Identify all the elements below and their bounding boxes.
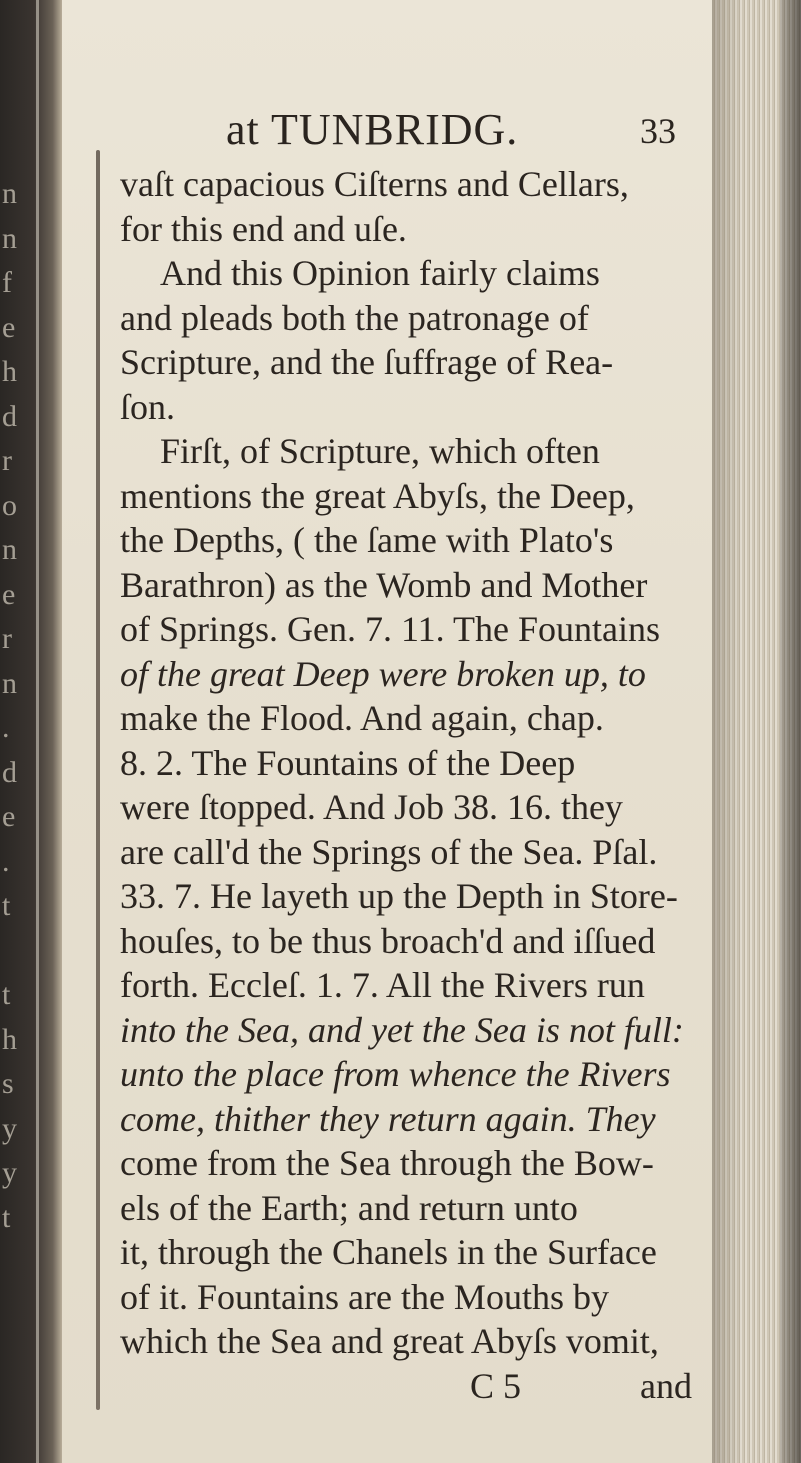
bleed-letter: . — [2, 711, 10, 744]
bleed-letter: n — [2, 221, 17, 255]
text-line: 8. 2. The Fountains of the Deep — [120, 742, 576, 783]
text-line: make the Flood. And again, chap. — [120, 698, 604, 738]
bleed-letter: o — [2, 488, 17, 522]
bleed-letter: s — [2, 1067, 14, 1100]
bleed-letter: h — [2, 1022, 17, 1056]
text-line: Scripture, and the ſuffrage of Rea- — [120, 342, 614, 382]
text-line: it, through the Chanels in the Surface — [120, 1232, 657, 1272]
bleed-through-letters — [2, 172, 32, 1240]
text-line: come from the Sea through the Bow- — [120, 1143, 654, 1183]
bleed-letter: n — [2, 177, 17, 210]
text-line: ſon. — [120, 386, 176, 427]
bleed-letter: h — [2, 355, 17, 388]
catchword: and — [640, 1365, 692, 1406]
bleed-letter: d — [2, 399, 17, 433]
bleed-letter: e — [2, 577, 16, 611]
text-line: vaſt capacious Ciſterns and Cellars, — [120, 164, 629, 204]
text-line: Firſt, of Scripture, which often — [160, 431, 600, 471]
text-line: mentions the great Abyſs, the Deep, — [120, 475, 635, 516]
text-line: Barathron) as the Womb and Mother — [120, 564, 648, 605]
bleed-letter: f — [2, 266, 12, 299]
fore-edge-dark — [780, 0, 801, 1463]
footer-line — [120, 1364, 700, 1409]
bleed-letter: r — [2, 444, 12, 477]
margin-rule — [96, 150, 100, 1410]
signature-mark: C 5 — [470, 1365, 522, 1406]
text-line: for this end and uſe. — [120, 208, 407, 249]
body-text — [120, 162, 700, 1408]
binding-gutter-strip — [36, 0, 39, 1463]
bleed-letter: y — [2, 1111, 17, 1145]
text-line: els of the Earth; and return unto — [120, 1187, 578, 1228]
bleed-letter: n — [2, 666, 17, 700]
bleed-letter: t — [2, 978, 11, 1011]
fore-edge-shadow — [712, 0, 742, 1463]
bleed-letter: e — [2, 310, 16, 344]
text-line: the Depths, ( the ſame with Plato's — [120, 520, 614, 560]
text-line: houſes, to be thus broach'd and iſſued — [120, 920, 656, 961]
text-line: of the great Deep were broken up, to — [120, 653, 646, 694]
text-line: are call'd the Springs of the Sea. Pſal. — [120, 831, 658, 872]
text-line: 33. 7. He layeth up the Depth in Store- — [120, 876, 678, 916]
bleed-letter: r — [2, 622, 12, 655]
page-number: 33 — [640, 111, 676, 151]
bleed-letter: y — [2, 1156, 17, 1189]
text-line: forth. Eccleſ. 1. 7. All the Rivers run — [120, 965, 645, 1005]
text-line: and pleads both the patronage of — [120, 297, 589, 338]
text-line: unto the place from whence the Rivers — [120, 1054, 671, 1094]
text-line: of Springs. Gen. 7. 11. The Fountains — [120, 609, 660, 649]
running-head: at TUNBRIDG. — [226, 105, 519, 154]
bleed-letter — [2, 929, 32, 974]
bleed-letter: t — [2, 1200, 11, 1234]
bleed-letter: n — [2, 533, 17, 566]
bleed-letter: e — [2, 800, 16, 833]
text-line: come, thither they return again. They — [120, 1098, 656, 1139]
bleed-letter: . — [2, 844, 10, 878]
bleed-letter: d — [2, 755, 17, 789]
text-line: which the Sea and great Abyſs vomit, — [120, 1321, 659, 1361]
bleed-letter: t — [2, 889, 11, 922]
text-line: were ſtopped. And Job 38. 16. they — [120, 787, 623, 827]
text-line: into the Sea, and yet the Sea is not full: — [120, 1009, 684, 1050]
text-line: And this Opinion fairly claims — [160, 253, 600, 293]
text-line: of it. Fountains are the Mouths by — [120, 1276, 609, 1317]
